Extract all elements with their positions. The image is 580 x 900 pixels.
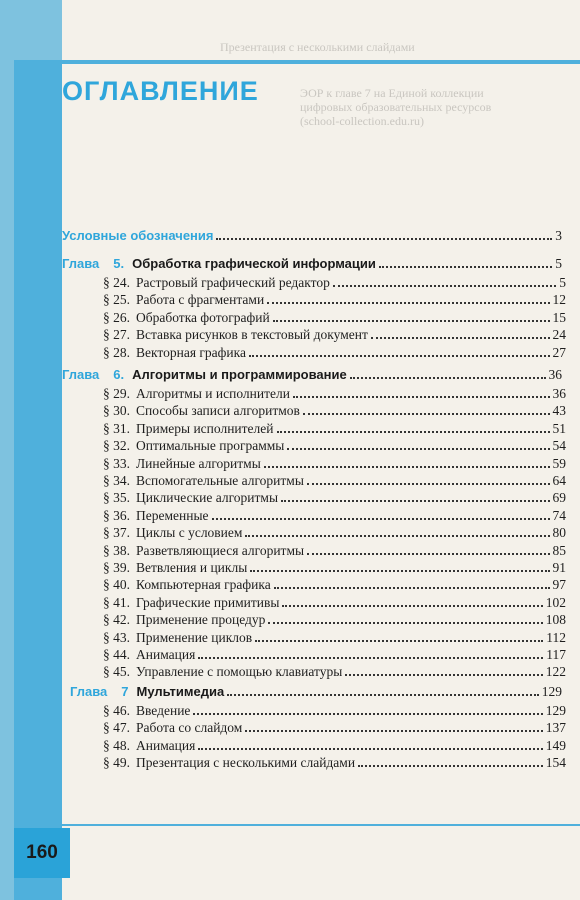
page-ref: 129 bbox=[541, 684, 562, 699]
dot-leader bbox=[333, 274, 556, 287]
section-title: Анимация bbox=[136, 738, 196, 753]
section-title: Вспомогательные алгоритмы bbox=[136, 473, 304, 488]
toc-entry-section[interactable] bbox=[103, 309, 566, 326]
section-number: § 47. bbox=[103, 720, 130, 735]
dot-leader bbox=[268, 611, 542, 624]
dot-leader bbox=[287, 437, 549, 450]
dot-leader bbox=[350, 366, 546, 379]
page-ref: 27 bbox=[552, 345, 566, 360]
dot-leader bbox=[245, 524, 549, 537]
toc-entry-section[interactable] bbox=[103, 594, 566, 611]
section-number: § 32. bbox=[103, 438, 130, 453]
section-number: § 38. bbox=[103, 543, 130, 558]
toc-entry-section[interactable] bbox=[103, 274, 566, 291]
toc-entry-section[interactable] bbox=[103, 737, 566, 754]
section-number: § 40. bbox=[103, 577, 130, 592]
section-number: § 49. bbox=[103, 755, 130, 770]
toc-entry-section[interactable] bbox=[103, 507, 566, 524]
dot-leader bbox=[212, 507, 550, 520]
toc-entry-section[interactable] bbox=[103, 326, 566, 343]
dot-leader bbox=[198, 646, 543, 659]
page-ref: 154 bbox=[545, 755, 566, 770]
dot-leader bbox=[245, 719, 542, 732]
page-ref: 80 bbox=[552, 525, 566, 540]
chapter-title: Алгоритмы и программирование bbox=[132, 367, 347, 382]
section-number: § 41. bbox=[103, 595, 130, 610]
dot-leader bbox=[227, 683, 539, 696]
page-ref: 108 bbox=[545, 612, 566, 627]
section-title: Графические примитивы bbox=[136, 595, 280, 610]
bleed-through-line: цифровых образовательных ресурсов bbox=[300, 100, 492, 114]
toc-entry-section[interactable] bbox=[103, 611, 566, 628]
page-ref: 91 bbox=[552, 560, 566, 575]
page-ref: 51 bbox=[552, 421, 566, 436]
dot-leader bbox=[281, 489, 549, 502]
chapter-number: 5. bbox=[113, 256, 125, 271]
toc-entry-section[interactable] bbox=[103, 542, 566, 559]
dot-leader bbox=[273, 309, 550, 322]
section-number: § 24. bbox=[103, 275, 130, 290]
section-number: § 37. bbox=[103, 525, 130, 540]
section-number: § 33. bbox=[103, 456, 130, 471]
toc-entry-chapter[interactable] bbox=[62, 255, 562, 272]
section-number: § 30. bbox=[103, 403, 130, 418]
page-ref: 36 bbox=[552, 386, 566, 401]
legend-label: Условные обозначения bbox=[62, 228, 214, 243]
page-ref: 149 bbox=[545, 738, 566, 753]
section-title: Растровый графический редактор bbox=[136, 275, 330, 290]
section-title: Применение циклов bbox=[136, 630, 253, 645]
chapter-number: 6. bbox=[113, 367, 125, 382]
page-ref: 3 bbox=[555, 228, 562, 243]
section-title: Компьютерная графика bbox=[136, 577, 271, 592]
section-title: Примеры исполнителей bbox=[136, 421, 274, 436]
section-title: Работа с фрагментами bbox=[136, 292, 265, 307]
page-ref: 122 bbox=[545, 664, 566, 679]
header-rule bbox=[14, 60, 580, 64]
section-title: Вставка рисунков в текстовый документ bbox=[136, 327, 368, 342]
dot-leader bbox=[293, 385, 550, 398]
page-ref: 117 bbox=[546, 647, 566, 662]
page-ref: 36 bbox=[548, 367, 562, 382]
toc-entry-section[interactable] bbox=[103, 629, 566, 646]
section-title: Циклы с условием bbox=[136, 525, 243, 540]
chapter-word: Глава bbox=[62, 367, 100, 382]
section-title: Анимация bbox=[136, 647, 196, 662]
bleed-through-line: (school-collection.edu.ru) bbox=[300, 114, 424, 128]
section-title: Циклические алгоритмы bbox=[136, 490, 279, 505]
page-ref: 97 bbox=[552, 577, 566, 592]
page-ref: 5 bbox=[555, 256, 562, 271]
section-number: § 44. bbox=[103, 647, 130, 662]
toc-entry-section[interactable] bbox=[103, 385, 566, 402]
toc-entry-section[interactable] bbox=[103, 576, 566, 593]
page-ref: 43 bbox=[552, 403, 566, 418]
dot-leader bbox=[193, 702, 542, 715]
dot-leader bbox=[345, 663, 542, 676]
dot-leader bbox=[371, 326, 550, 339]
section-number: § 43. bbox=[103, 630, 130, 645]
section-number: § 48. bbox=[103, 738, 130, 753]
section-title: Введение bbox=[136, 703, 191, 718]
section-number: § 27. bbox=[103, 327, 130, 342]
toc-entry-section[interactable] bbox=[103, 489, 566, 506]
section-number: § 25. bbox=[103, 292, 130, 307]
dot-leader bbox=[303, 402, 550, 415]
page-number: 160 bbox=[26, 842, 58, 863]
section-number: § 29. bbox=[103, 386, 130, 401]
page-ref: 74 bbox=[552, 508, 566, 523]
section-number: § 39. bbox=[103, 560, 130, 575]
page-ref: 54 bbox=[552, 438, 566, 453]
dot-leader bbox=[282, 594, 542, 607]
toc-entry-section[interactable] bbox=[103, 646, 566, 663]
dot-leader bbox=[274, 576, 550, 589]
toc-entry-section[interactable] bbox=[103, 702, 566, 719]
section-title: Оптимальные программы bbox=[136, 438, 285, 453]
dot-leader bbox=[250, 559, 549, 572]
section-number: § 45. bbox=[103, 664, 130, 679]
left-color-strip bbox=[14, 62, 62, 900]
dot-leader bbox=[358, 754, 543, 767]
toc-entry-chapter[interactable] bbox=[70, 683, 562, 700]
bleed-through-header: Презентация с несколькими слайдами bbox=[220, 40, 415, 54]
dot-leader bbox=[198, 737, 542, 750]
page-ref: 5 bbox=[559, 275, 566, 290]
page-title: ОГЛАВЛЕНИЕ bbox=[62, 76, 259, 106]
chapter-title: Обработка графической информации bbox=[132, 256, 376, 271]
chapter-title: Мультимедиа bbox=[136, 684, 225, 699]
section-number: § 42. bbox=[103, 612, 130, 627]
section-number: § 46. bbox=[103, 703, 130, 718]
section-title: Ветвления и циклы bbox=[136, 560, 248, 575]
section-title: Алгоритмы и исполнители bbox=[136, 386, 290, 401]
dot-leader bbox=[267, 291, 549, 304]
section-number: § 35. bbox=[103, 490, 130, 505]
dot-leader bbox=[307, 542, 549, 555]
section-title: Презентация с несколькими слайдами bbox=[136, 755, 356, 770]
chapter-word: Глава bbox=[70, 684, 108, 699]
section-title: Применение процедур bbox=[136, 612, 266, 627]
section-number: § 36. bbox=[103, 508, 130, 523]
toc-entry-section[interactable] bbox=[103, 754, 566, 771]
toc-entry-section[interactable] bbox=[103, 291, 566, 308]
toc-entry-section[interactable] bbox=[103, 437, 566, 454]
dot-leader bbox=[249, 344, 550, 357]
toc-entry-section[interactable] bbox=[103, 402, 566, 419]
toc-entry-section[interactable] bbox=[103, 524, 566, 541]
bleed-through-line: ЭОР к главе 7 на Единой коллекции bbox=[300, 86, 484, 100]
page-ref: 12 bbox=[552, 292, 566, 307]
dot-leader bbox=[379, 255, 552, 268]
page-ref: 59 bbox=[552, 456, 566, 471]
section-title: Переменные bbox=[136, 508, 209, 523]
toc-entry-section[interactable] bbox=[103, 455, 566, 472]
page-ref: 137 bbox=[545, 720, 566, 735]
page-ref: 24 bbox=[552, 327, 566, 342]
page-ref: 64 bbox=[552, 473, 566, 488]
toc-entry-section[interactable] bbox=[103, 559, 566, 576]
toc-entry-chapter[interactable] bbox=[62, 366, 562, 383]
page-ref: 15 bbox=[552, 310, 566, 325]
chapter-word: Глава bbox=[62, 256, 100, 271]
section-title: Разветвляющиеся алгоритмы bbox=[136, 543, 305, 558]
section-title: Обработка фотографий bbox=[136, 310, 270, 325]
dot-leader bbox=[216, 227, 552, 240]
section-number: § 34. bbox=[103, 473, 130, 488]
toc-entry-section[interactable] bbox=[103, 472, 566, 489]
toc-entry-section[interactable] bbox=[103, 719, 566, 736]
toc-entry-section[interactable] bbox=[103, 663, 566, 680]
footer-rule bbox=[14, 824, 580, 826]
page-ref: 85 bbox=[552, 543, 566, 558]
section-title: Способы записи алгоритмов bbox=[136, 403, 300, 418]
section-number: § 26. bbox=[103, 310, 130, 325]
toc-entry-section[interactable] bbox=[103, 420, 566, 437]
section-number: § 31. bbox=[103, 421, 130, 436]
section-title: Линейные алгоритмы bbox=[136, 456, 261, 471]
toc-entry-section[interactable] bbox=[103, 344, 566, 361]
page-ref: 102 bbox=[545, 595, 566, 610]
section-title: Управление с помощью клавиатуры bbox=[136, 664, 343, 679]
dot-leader bbox=[264, 455, 550, 468]
toc-entry-legend[interactable] bbox=[62, 227, 562, 244]
section-title: Векторная графика bbox=[136, 345, 246, 360]
page-ref: 69 bbox=[552, 490, 566, 505]
page-ref: 112 bbox=[546, 630, 566, 645]
dot-leader bbox=[255, 629, 543, 642]
dot-leader bbox=[277, 420, 550, 433]
section-title: Работа со слайдом bbox=[136, 720, 243, 735]
chapter-number: 7 bbox=[121, 684, 129, 699]
section-number: § 28. bbox=[103, 345, 130, 360]
dot-leader bbox=[307, 472, 550, 485]
page-number-box bbox=[14, 828, 70, 878]
page-ref: 129 bbox=[545, 703, 566, 718]
